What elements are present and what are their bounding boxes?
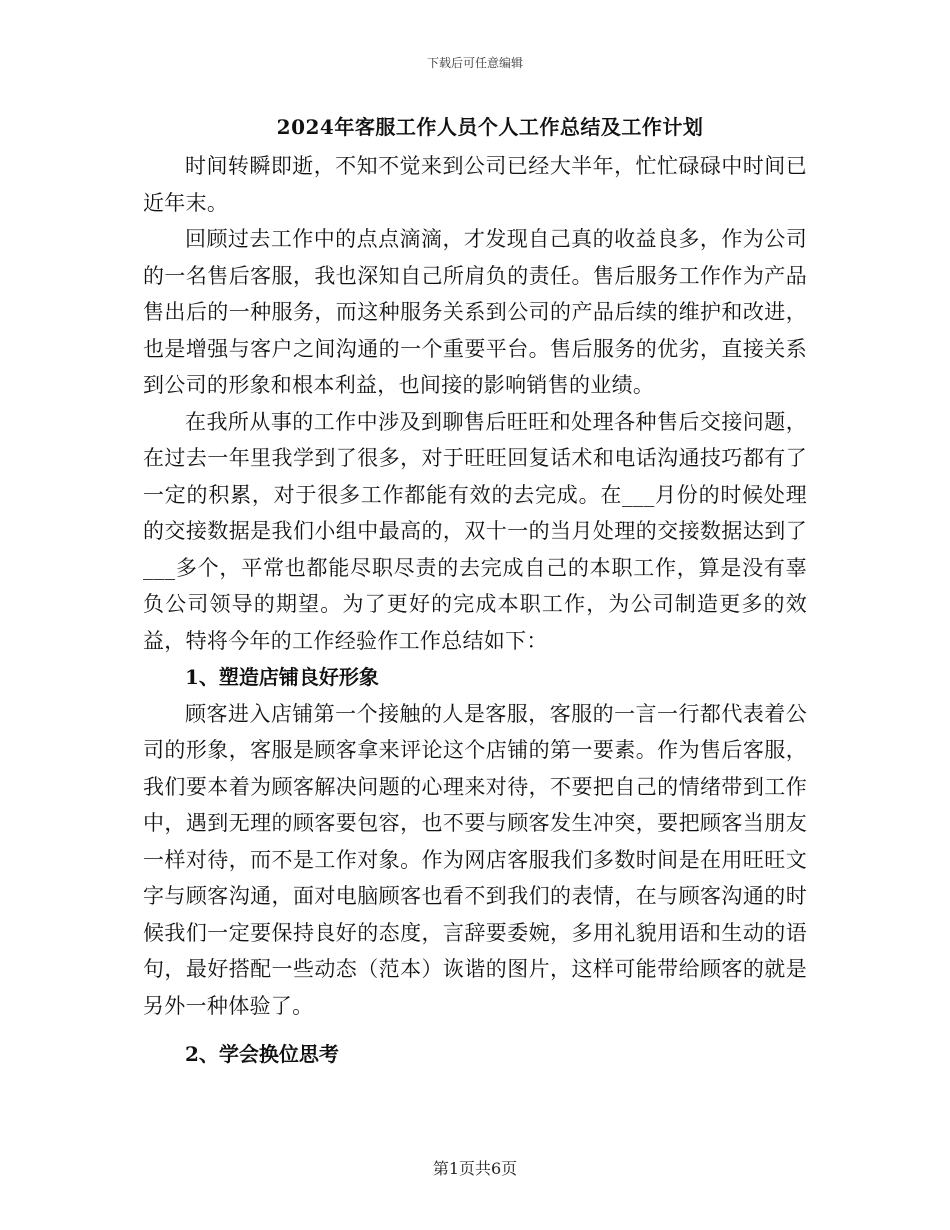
section-heading-2: 2、学会换位思考	[185, 1042, 339, 1066]
paragraph-review: 回顾过去工作中的点点滴滴，才发现自己真的收益良多，作为公司的一名售后客服，我也深知自己所肩负的责任。售后服务工作作为产品售出后的一种服务，而这种服务关系到公司的产品后续的维护和改进，也是增强与客户之间沟通的一个重要平台。售后服务的优劣，直接关系到公司的形象和根本利益，也间接的影响销售的业绩。	[143, 227, 807, 397]
paragraph-intro: 时间转瞬即逝，不知不觉来到公司已经大半年，忙忙碌碌中时间已近年末。	[143, 154, 807, 215]
document-title: 2024年客服工作人员个人工作总结及工作计划	[276, 115, 704, 139]
page-number: 第1页共6页	[432, 1159, 518, 1178]
section-heading-1: 1、塑造店铺良好形象	[185, 665, 379, 689]
document-body	[143, 112, 807, 1073]
paragraph-work-details: 在我所从事的工作中涉及到聊售后旺旺和处理各种售后交接问题，在过去一年里我学到了很多，对于旺旺回复话术和电话沟通技巧都有了一定的积累，对于很多工作都能有效的去完成。在___月份的时候处理的交接数据是我们小组中最高的，双十一的当月处理的交接数据达到了___多个，平常也都能尽职尽责的去完成自己的本职工作，算是没有辜负公司领导的期望。为了更好的完成本职工作，为公司制造更多的效益，特将今年的工作经验作工作总结如下：	[143, 409, 807, 653]
section-1-body: 顾客进入店铺第一个接触的人是客服，客服的一言一行都代表着公司的形象，客服是顾客拿来评论这个店铺的第一要素。作为售后客服，我们要本着为顾客解决问题的心理来对待，不要把自己的情绪带到工作中，遇到无理的顾客要包容，也不要与顾客发生冲突，要把顾客当朋友一样对待，而不是工作对象。作为网店客服我们多数时间是在用旺旺文字与顾客沟通，面对电脑顾客也看不到我们的表情，在与顾客沟通的时候我们一定要保持良好的态度，言辞要委婉，多用礼貌用语和生动的语句，最好搭配一些动态（范本）诙谐的图片，这样可能带给顾客的就是另外一种体验了。	[143, 701, 807, 1018]
page-header-note: 下载后可任意编辑	[426, 56, 523, 70]
